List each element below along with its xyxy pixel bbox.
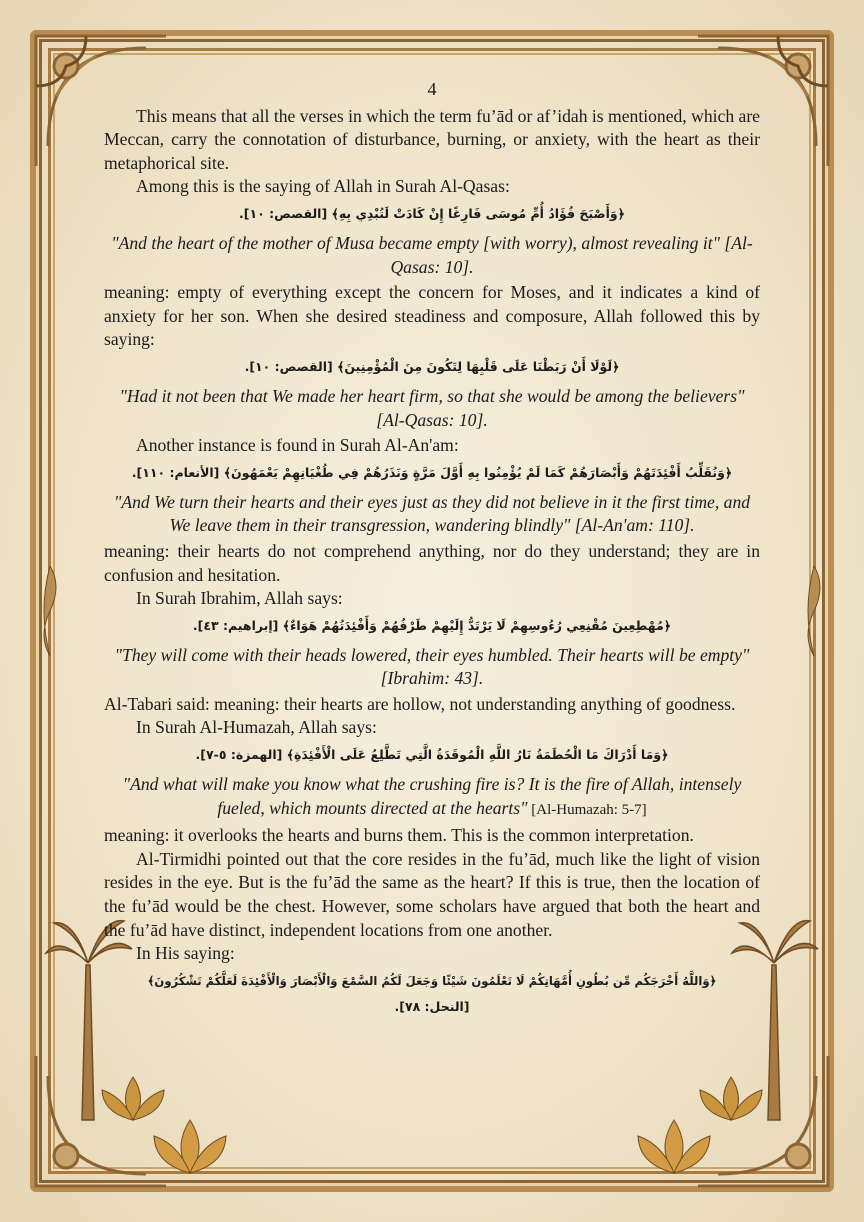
page-number: 4: [427, 79, 437, 99]
paragraph: meaning: their hearts do not comprehend anything, nor do they understand; they are in confusion and hesitation.: [104, 540, 760, 585]
verse-translation: [104, 773, 760, 822]
paragraph: In His saying:: [136, 943, 235, 964]
side-ornament-left-icon: [38, 566, 62, 656]
lotus-icon: [634, 1118, 714, 1178]
paragraph: Another instance is found in Surah Al-An'am:: [136, 435, 459, 456]
quran-verse-arabic: ﴿وَمَا أَدْرَاكَ مَا الْحُطَمَةُ نَارُ اللَّهِ الْمُوقَدَةُ الَّتِي تَطَّلِعُ عَلَى الْأَفْئِدَةِ﴾ [الهمزة: ٥-٧].: [195, 747, 669, 763]
quran-verse-arabic: ﴿وَأَصْبَحَ فُؤَادُ أُمِّ مُوسَى فَارِغًا إِنْ كَادَتْ لَتُبْدِي بِهِ﴾ [القصص: ١٠].: [239, 205, 625, 221]
paragraph: meaning: empty of everything except the concern for Moses, and it indicates a kind of anxiety for her son. When she desired steadiness and composure, Allah followed this by saying:: [104, 282, 760, 350]
paragraph: In Surah Al-Humazah, Allah says:: [136, 717, 377, 738]
quran-verse-arabic: ﴿وَنُقَلِّبُ أَفْئِدَتَهُمْ وَأَبْصَارَهُمْ كَمَا لَمْ يُؤْمِنُوا بِهِ أَوَّلَ مَرَّةٍ وَنَذَرُهُمْ فِي طُغْيَانِهِمْ يَعْمَهُونَ﴾ [الأنعام: ١١٠].: [131, 464, 733, 480]
verse-reference-arabic: [النحل: ٧٨].: [394, 998, 470, 1014]
lotus-icon: [150, 1118, 230, 1178]
paragraph: Al-Tirmidhi pointed out that the core resides in the fu’ād, much like the light of vision resides in the eye. But is the fu’ād the same as the heart? If this is true, then the location of the fu’ād would be the chest. However, some scholars have argued that both the heart and the fu’ād have distinct, independent locations from one another.: [104, 848, 760, 940]
verse-reference: [Al-Humazah: 5-7]: [527, 801, 647, 818]
page-content: [104, 78, 760, 1025]
verse-translation: "And We turn their hearts and their eyes just as they did not believe in it the first time, and We leave them in their transgression, wandering blindly" [Al-An'am: 110].: [113, 491, 751, 536]
paragraph: meaning: it overlooks the hearts and burns them. This is the common interpretation.: [104, 825, 694, 846]
side-ornament-right-icon: [802, 566, 826, 656]
quran-verse-arabic: ﴿لَوْلَا أَنْ رَبَطْنَا عَلَى قَلْبِهَا لِتَكُونَ مِنَ الْمُؤْمِنِينَ﴾ [القصص: ١٠].: [244, 358, 620, 374]
paragraph: This means that all the verses in which the term fu’ād or af’idah is mentioned, which are Meccan, carry the connotation of disturbance, burning, or anxiety, with the heart as their metaphorical site.: [104, 105, 760, 173]
verse-translation-text: "And what will make you know what the crushing fire is? It is the fire of Allah, intensely fueled, which mounts directed at the hearts": [122, 774, 742, 818]
quran-verse-arabic: ﴿مُهْطِعِينَ مُقْنِعِي رُءُوسِهِمْ لَا يَرْتَدُّ إِلَيْهِمْ طَرْفُهُمْ وَأَفْئِدَتُهُمْ هَوَاءٌ﴾ [إبراهيم: ٤٣].: [192, 617, 672, 633]
verse-translation: "Had it not been that We made her heart firm, so that she would be among the believers" [Al-Qasas: 10].: [119, 385, 745, 430]
paragraph: Al-Tabari said: meaning: their hearts are hollow, not understanding anything of goodness.: [104, 693, 736, 714]
paragraph: In Surah Ibrahim, Allah says:: [136, 588, 343, 609]
verse-translation: "And the heart of the mother of Musa became empty [with worry), almost revealing it" [Al-Qasas: 10].: [111, 232, 753, 277]
verse-translation: "They will come with their heads lowered, their eyes humbled. Their hearts will be empty" [Ibrahim: 43].: [114, 644, 750, 689]
quran-verse-arabic: ﴿وَاللَّهُ أَخْرَجَكُم مِّن بُطُونِ أُمَّهَاتِكُمْ لَا تَعْلَمُونَ شَيْئًا وَجَعَلَ لَكُمُ السَّمْعَ وَالْأَبْصَارَ وَالْأَفْئِدَةَ لَعَلَّكُمْ تَشْكُرُونَ﴾: [147, 973, 717, 988]
paragraph: Among this is the saying of Allah in Surah Al-Qasas:: [136, 176, 510, 197]
